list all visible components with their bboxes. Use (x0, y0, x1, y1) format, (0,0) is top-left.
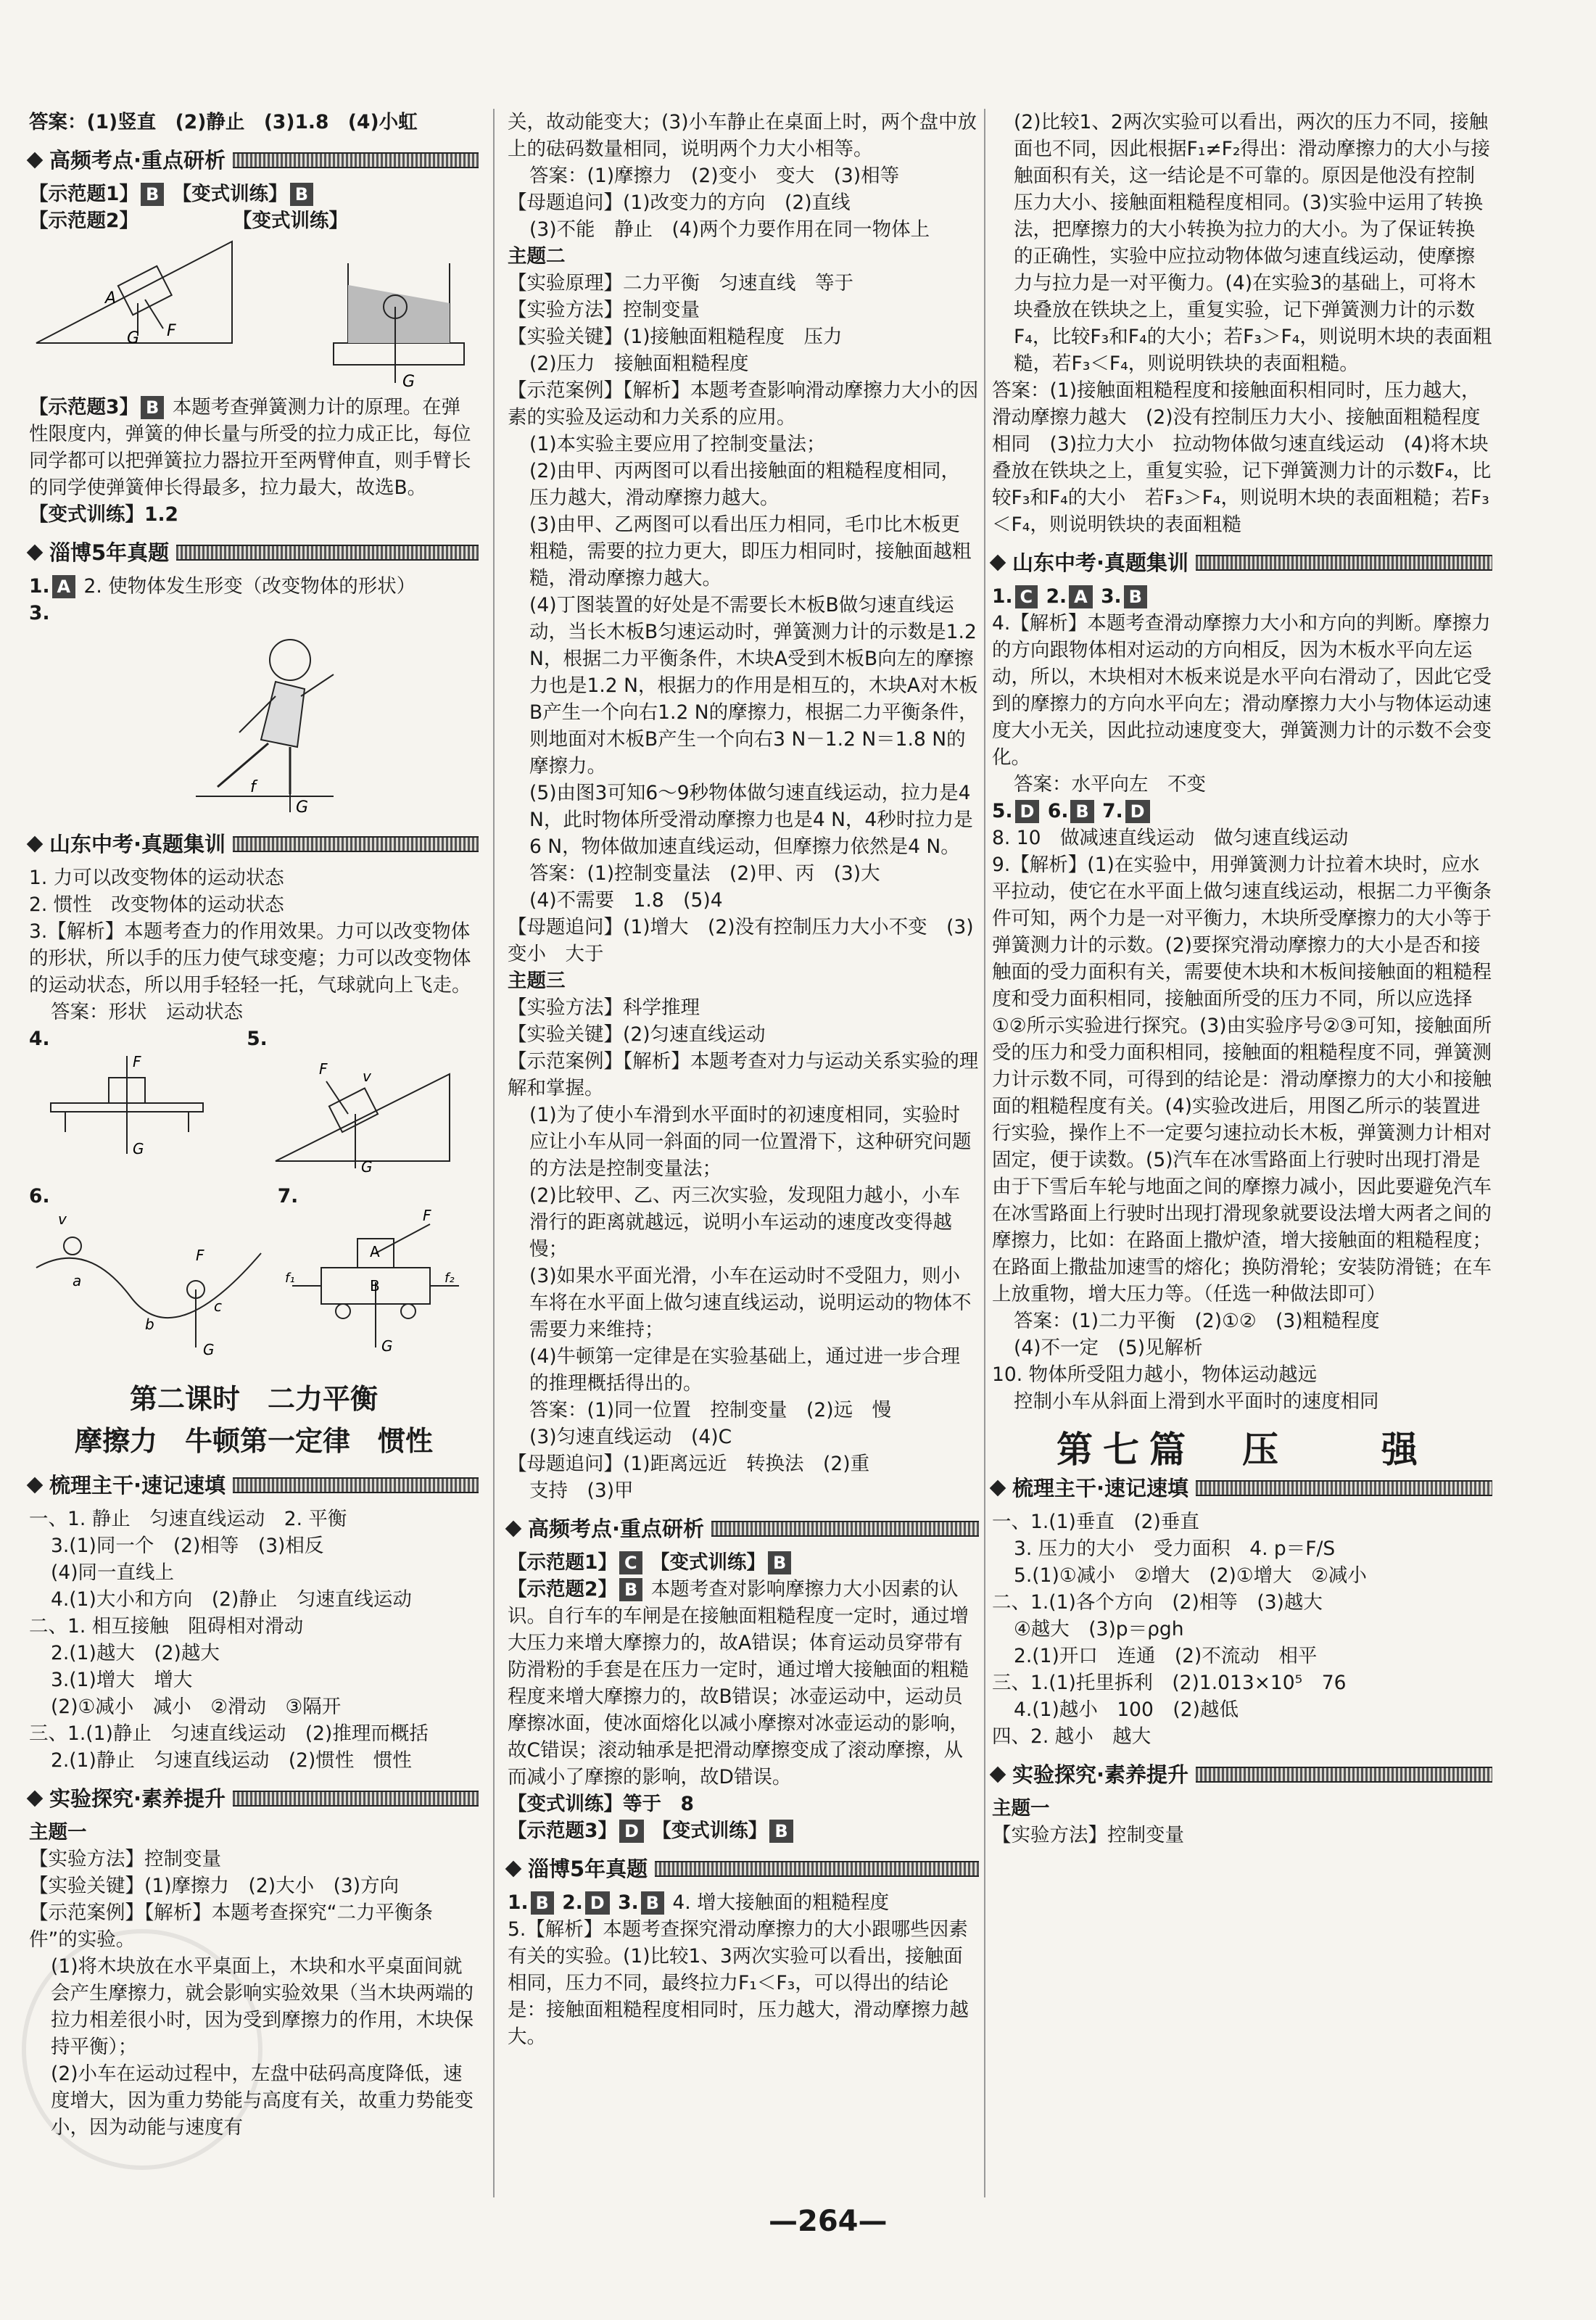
case-paragraph: (1)为了使小车滑到水平面时的初速度相同，实验时应让小车从同一斜面的同一位置滑下，这种研究问题的方法是控制变量法； (529, 1104, 972, 1180)
section-header-sort: 梳理主干·速记速填 (992, 1472, 1492, 1504)
example-2-figures (29, 234, 479, 394)
case: 【示范案例】【解析】本题考查影响滑动摩擦力大小的因素的实验及运动和力关系的应用。 (508, 379, 979, 429)
answer-line: 答案：(1)控制变量法 (2)甲、丙 (3)大 (529, 862, 880, 885)
theme-label: 主题二 (508, 245, 566, 268)
lesson-title-line-1: 第二课时 二力平衡 (129, 1383, 378, 1415)
figures-6-7: 6. v a b c G F 7. A B f₁ f₂ F G (29, 1183, 479, 1369)
sd-3-answer: 答案：形状 运动状态 (51, 1001, 243, 1023)
sd-3: 3.【解析】本题考查力的作用效果。力可以改变物体的形状，所以手的压力使气球变瘪；力可以改变物体的运动状态，所以用手轻轻一托，气球就向上飞走。 (29, 920, 471, 996)
sort-line: 二、1. 相互接触 阻碍相对滑动 (29, 1615, 304, 1638)
example-line-3: 【示范题3】 D 【变式训练】 B (508, 1817, 979, 1844)
lesson-title-line-2: 摩擦力 牛顿第一定律 惯性 (74, 1425, 433, 1457)
section-header-shandong: 山东中考·真题集训 (29, 828, 479, 860)
follow-up: 支持 (3)甲 (529, 1479, 634, 1502)
case-paragraph: (3)由甲、乙两图可以看出压力相同，毛巾比木板更粗糙，需要的拉力更大，即压力相同时，接触面越粗糙，滑动摩擦力越大。 (529, 513, 972, 590)
svg-text:G: G (203, 1341, 215, 1358)
svg-text:f₂: f₂ (444, 1271, 455, 1286)
theme-label: 主题一 (992, 1797, 1050, 1820)
svg-text:F: F (196, 1247, 204, 1264)
follow-up: 【母题追问】(1)改变力的方向 (2)直线 (508, 191, 851, 214)
sort-line: 三、1.(1)静止 匀速直线运动 (2)推理而概括 (29, 1722, 429, 1745)
column-2 (508, 109, 979, 2050)
diamond-icon (990, 555, 1006, 571)
example-2: 【示范题2】 B 本题考查对影响摩擦力大小因素的认识。自行车的车闸是在接触面粗糙程度一定时，通过增大压力来增大摩擦力的，故A错误；体育运动员穿带有防滑粉的手套是在压力一定时，通过增大接触面的粗糙程度来增大摩擦力的，故B错误；冰壶运动中，运动员摩擦冰面，使冰面熔化以减小摩擦对冰壶运动的影响，故C错误；滚动轴承是把滑动摩擦变成了滚动摩擦，从而减小了摩擦的影响，故D错误。 (508, 1578, 969, 1788)
case-paragraph: (5)由图3可知6～9秒物体做匀速直线运动，拉力是4 N，此时物体所受滑动摩擦力也是4 N，4秒时拉力是6 N，物体做加速直线运动，但摩擦力依然是4 N。 (529, 782, 973, 858)
sort-line: (4)同一直线上 (51, 1561, 175, 1584)
sort-line: 二、1.(1)各个方向 (2)相等 (3)越大 (992, 1591, 1323, 1614)
diamond-icon (990, 1480, 1006, 1497)
sd-4: 4.【解析】本题考查滑动摩擦力大小和方向的判断。摩擦力的方向跟物体相对运动的方向相反，因为木板水平向左运动，所以，木块相对木板来说是水平向右滑动了，因此它受到的摩擦力的方向水平向左；滑动摩擦力大小与物体运动速度大小无关，因此拉动速度变大，弹簧测力计的示数不会变化。 (992, 612, 1492, 769)
sort-line: ④越大 (3)p＝ρgh (1014, 1618, 1184, 1640)
sort-line: 四、2. 越小 越大 (992, 1725, 1151, 1748)
svg-text:G: G (296, 798, 309, 817)
svg-text:v: v (58, 1210, 67, 1228)
svg-text:G: G (133, 1140, 144, 1157)
running-boy-figure (29, 631, 464, 820)
answer-line: 答案：(1)接触面粗糙程度和接触面积相同时，压力越大，滑动摩擦力越大 (2)没有控制压力大小、接触面粗糙程度相同 (3)拉力大小 拉动物体做匀速直线运动 (4)将木块叠放在铁块之上，重复实验，记下弹簧测力计的示数F₄，比较F₃和F₄的大小 若F₃＞F₄，则说明木块的表面粗糙；若F₃＜F₄，则说明铁块的表面粗糙 (992, 379, 1492, 536)
example-2-row: 【示范题2】 【变式训练】 (29, 210, 348, 232)
column-divider-1 (493, 109, 495, 2197)
diamond-icon (505, 1521, 522, 1537)
theme-label: 主题三 (508, 970, 566, 992)
diamond-icon (27, 545, 44, 561)
sd-10: 10. 物体所受阻力越小，物体运动越远 (992, 1363, 1318, 1386)
case-paragraph: (2)比较甲、乙、丙三次实验，发现阻力越小，小车滑行的距离就越远，说明小车运动的速度改变得越慢； (529, 1184, 961, 1260)
exp-method: 【实验方法】控制变量 (29, 1848, 221, 1870)
sort-line: 5.(1)①减小 ②增大 (2)①增大 ②减小 (1014, 1564, 1367, 1587)
case-paragraph: (3)如果水平面光滑，小车在运动时不受阻力，则小车将在水平面上做匀速直线运动，说明运动的物体不需要力来维持； (529, 1265, 972, 1341)
wave-ball-figure (29, 1210, 268, 1362)
sd-10b: 控制小车从斜面上滑到水平面时的速度相同 (1014, 1390, 1379, 1413)
method: 【实验方法】科学推理 (508, 996, 700, 1019)
beaker-figure (290, 234, 479, 394)
sd-1: 1. 力可以改变物体的运动状态 (29, 867, 284, 889)
svg-text:F: F (319, 1060, 328, 1078)
sd-9-answer: (4)不一定 (5)见解析 (1014, 1337, 1203, 1359)
diamond-icon (505, 1861, 522, 1878)
svg-text:G: G (402, 373, 415, 391)
sd-9-answer: 答案：(1)二力平衡 (2)①② (3)粗糙程度 (1014, 1310, 1380, 1332)
example-2-variant: 【变式训练】等于 8 (508, 1793, 694, 1815)
example-line-1: 【示范题1】 C 【变式训练】 B (508, 1549, 979, 1576)
case-paragraph: (2)由甲、丙两图可以看出接触面的粗糙程度相同，压力越大，滑动摩擦力越大。 (529, 460, 961, 509)
svg-text:G: G (127, 329, 140, 347)
sort-line: 4.(1)越小 100 (2)越低 (1014, 1698, 1239, 1721)
sd-answers: 1. C 2. A 3. B (992, 583, 1492, 610)
answer-line: (3)匀速直线运动 (4)C (529, 1426, 732, 1448)
figures-4-5: 4. F G 5. F v G (29, 1025, 479, 1183)
sort-line: 一、1.(1)垂直 (2)垂直 (992, 1511, 1199, 1533)
diamond-icon (27, 152, 44, 169)
zibo-3-label: 3. (29, 602, 50, 624)
sd-2: 2. 惯性 改变物体的运动状态 (29, 893, 284, 916)
section-header-zibo: 淄博5年真题 (29, 537, 479, 569)
zibo-answers: 1. B 2. D 3. B 4. 增大接触面的粗糙程度 (508, 1891, 890, 1914)
answer-line: 答案：(1)竖直 (2)静止 (3)1.8 (4)小虹 (29, 111, 418, 133)
svg-text:F: F (133, 1053, 141, 1070)
sd-answers-2: 5. D 6. B 7. D (992, 798, 1492, 825)
chapter-7-title: 第七篇 压 强 (1057, 1429, 1428, 1471)
answer-line: 答案：(1)同一位置 控制变量 (2)远 慢 (529, 1399, 892, 1421)
svg-text:F: F (422, 1210, 431, 1224)
sd-8: 8. 10 做减速直线运动 做匀速直线运动 (992, 827, 1349, 849)
section-header-sort: 梳理主干·速记速填 (29, 1469, 479, 1501)
sort-line: 3.(1)增大 增大 (51, 1669, 193, 1691)
section-header-frequent: 高频考点·重点研析 (29, 144, 479, 176)
column-3 (992, 109, 1492, 1849)
exp-paragraph: (2)小车在运动过程中，左盘中砝码高度降低，速度增大，因为重力势能与高度有关，故重力势能变小，因为动能与速度有 (51, 2063, 474, 2139)
follow-up: (3)不能 静止 (4)两个力要作用在同一物体上 (529, 218, 930, 241)
svg-text:A: A (105, 289, 117, 307)
column-1 (29, 109, 479, 2141)
svg-text:A: A (369, 1243, 380, 1260)
follow-up: 【母题追问】(1)增大 (2)没有控制压力大小不变 (3)变小 大于 (508, 916, 974, 965)
incline-figure (29, 234, 247, 358)
theme-label: 主题一 (29, 1821, 87, 1844)
exp-method: 【实验方法】控制变量 (992, 1824, 1184, 1846)
answer-line: (4)不需要 1.8 (5)4 (529, 889, 723, 912)
principle: 【实验原理】二力平衡 匀速直线 等于 (508, 272, 853, 294)
svg-text:F: F (167, 322, 176, 340)
sort-line: 3.(1)同一个 (2)相等 (3)相反 (51, 1535, 324, 1557)
svg-text:v: v (363, 1068, 372, 1085)
zibo-answers: 1. A 2. 使物体发生形变（改变物体的形状） (29, 575, 416, 598)
svg-text:G: G (381, 1337, 393, 1355)
zibo-5: 5.【解析】本题考查探究滑动摩擦力的大小跟哪些因素有关的实验。(1)比较1、3两次实验可以看出，接触面相同，压力不同，最终拉力F₁＜F₃，可以得出的结论是：接触面粗糙程度相同时，压力越大，滑动摩擦力越大。 (508, 1918, 969, 2048)
section-header-experiment: 实验探究·素养提升 (992, 1759, 1492, 1791)
svg-text:f₁: f₁ (284, 1271, 295, 1286)
section-header-shandong: 山东中考·真题集训 (992, 547, 1492, 579)
sort-line: 2.(1)静止 匀速直线运动 (2)惯性 惯性 (51, 1749, 412, 1772)
sort-line: 3. 压力的大小 受力面积 4. p＝F/S (1014, 1537, 1336, 1560)
svg-text:B: B (369, 1277, 380, 1295)
exp-paragraph: (1)将木块放在水平桌面上，木块和水平桌面间就会产生摩擦力，就会影响实验效果（当木块两端的拉力相差很小时，因为受到摩擦力的作用，木块保持平衡）； (51, 1955, 474, 2058)
key: (2)压力 接触面粗糙程度 (529, 352, 749, 375)
cart-figure (278, 1210, 466, 1355)
paragraph: (2)比较1、2两次实验可以看出，两次的压力不同，接触面也不同，因此根据F₁≠F₂得出：滑动摩擦力的大小与接触面积有关，这一结论是不可靠的。原因是他没有控制压力大小、接触面粗糙程度相同。(3)实验中运用了转换法，把摩擦力的大小转换为拉力的大小。为了保证转换的正确性，实验中应拉动物体做匀速直线运动，使摩擦力与拉力是一对平衡力。(4)在实验3的基础上，可将木块叠放在铁块之上，重复实验，记下弹簧测力计的示数F₄，比较F₃和F₄的大小；若F₃＞F₄，则说明木块的表面粗糙，若F₃＜F₄，则说明铁块的表面粗糙。 (1014, 111, 1492, 375)
svg-text:f: f (250, 778, 256, 796)
section-header-frequent: 高频考点·重点研析 (508, 1513, 979, 1545)
paragraph: 关，故动能变大；(3)小车静止在桌面上时，两个盘中放上的砝码数量相同，说明两个力大小相等。 (508, 111, 977, 160)
key: 【实验关键】(2)匀速直线运动 (508, 1023, 766, 1046)
slope-block-figure (247, 1052, 457, 1176)
page-number: —264— (769, 2205, 888, 2238)
section-header-experiment: 实验探究·素养提升 (29, 1783, 479, 1815)
answer-line: 答案：(1)摩擦力 (2)变小 变大 (3)相等 (529, 165, 900, 187)
binding-margin (4, 595, 20, 1610)
example-3: 【示范题3】 B 本题考查弹簧测力计的原理。在弹性限度内，弹簧的伸长量与所受的拉力成正比，每位同学都可以把弹簧拉力器拉开至两臂伸直，则手臂长的同学使弹簧伸长得最多，拉力最大，故选B。 (29, 396, 471, 499)
sort-line: (2)①减小 减小 ②滑动 ③隔开 (51, 1696, 342, 1718)
sd-9: 9.【解析】(1)在实验中，用弹簧测力计拉着木块时，应水平拉动，使它在水平面上做匀速直线运动，根据二力平衡条件可知，两个力是一对平衡力，木块所受摩擦力的大小等于弹簧测力计的示数。(2)要探究滑动摩擦力的大小是否和接触面的受力面积有关，需要使木块和木板间接触面的粗糙程度和受力面积相同，接触面所受的压力不同，所以应选择①②所示实验进行探究。(3)由实验序号②③可知，接触面所受的压力和受力面积相同，接触面的粗糙程度不同，弹簧测力计示数不同，可得到的结论是：滑动摩擦力的大小和接触面的粗糙程度有关。(4)实验改进后，用图乙所示的装置进行实验，操作上不一定要匀速拉动长木板，弹簧测力计相对固定，便于读数。(5)汽车在冰雪路面上行驶时出现打滑是由于下雪后车轮与地面之间的摩擦力减小，因此要避免汽车在冰雪路面上行驶时出现打滑现象就要设法增大两者之间的摩擦力，比如：在路面上撒炉渣，增大接触面的粗糙程度；在路面上撒盐加速雪的熔化；换防滑轮；安装防滑链；在车上放重物，增大压力等。（任选一种做法即可） (992, 854, 1492, 1305)
svg-text:a: a (73, 1272, 82, 1289)
example-3-variant: 【变式训练】1.2 (29, 503, 178, 526)
case-paragraph: (4)丁图装置的好处是不需要长木板B做匀速直线运动，当长木板B匀速运动时，弹簧测力计的示数是1.2 N，根据二力平衡条件，木块A受到木板B向左的摩擦力也是1.2 N，根据力的作用是相互的，木块A对木板B产生一个向右1.2 N的摩擦力，根据二力平衡条件，则地面对木板B产生一个向右3 N－1.2 N＝1.8 N的摩擦力。 (529, 594, 978, 777)
svg-text:c: c (214, 1297, 222, 1315)
sort-line: 2.(1)开口 连通 (2)不流动 相平 (1014, 1645, 1318, 1667)
sort-line: 4.(1)大小和方向 (2)静止 匀速直线运动 (51, 1588, 412, 1611)
case: 【示范案例】【解析】本题考查对力与运动关系实验的理解和掌握。 (508, 1050, 979, 1099)
column-divider-2 (984, 109, 985, 2197)
method: 【实验方法】控制变量 (508, 299, 700, 321)
table-block-figure (29, 1052, 225, 1161)
follow-up: 【母题追问】(1)距离远近 转换法 (2)重 (508, 1453, 870, 1475)
sort-line: 一、1. 静止 匀速直线运动 2. 平衡 (29, 1508, 347, 1530)
sort-line: 三、1.(1)托里拆利 (2)1.013×10⁵ 76 (992, 1672, 1347, 1694)
diamond-icon (27, 836, 44, 853)
sd-4-answer: 答案：水平向左 不变 (1014, 773, 1206, 796)
case-paragraph: (4)牛顿第一定律是在实验基础上，通过进一步合理的推理概括得出的。 (529, 1345, 961, 1395)
section-header-zibo: 淄博5年真题 (508, 1853, 979, 1885)
example-line-1: 【示范题1】 B 【变式训练】 B (29, 181, 479, 207)
diamond-icon (990, 1767, 1006, 1783)
svg-text:G: G (361, 1158, 373, 1176)
svg-text:b: b (145, 1316, 154, 1333)
diamond-icon (27, 1791, 44, 1807)
sort-line: 2.(1)越大 (2)越大 (51, 1642, 220, 1664)
exp-case: 【示范案例】【解析】本题考查探究“二力平衡条件”的实验。 (29, 1902, 433, 1951)
case-paragraph: (1)本实验主要应用了控制变量法； (529, 433, 826, 455)
exp-key: 【实验关键】(1)摩擦力 (2)大小 (3)方向 (29, 1875, 400, 1897)
key: 【实验关键】(1)接触面粗糙程度 压力 (508, 326, 843, 348)
diamond-icon (27, 1477, 44, 1494)
